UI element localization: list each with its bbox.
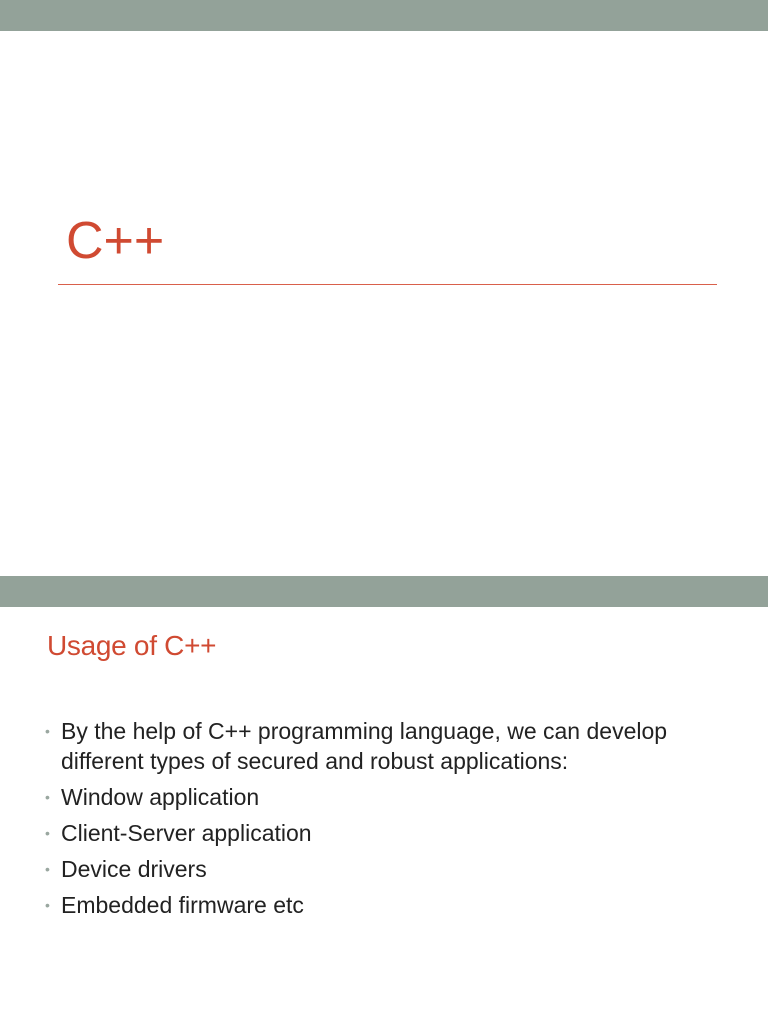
slide-title: C++ — [66, 212, 165, 270]
bullet-icon: • — [45, 723, 50, 739]
bullet-text: Device drivers — [61, 856, 207, 882]
bullet-item — [45, 890, 705, 920]
bullet-icon: • — [45, 897, 50, 913]
bullet-item — [45, 716, 705, 776]
bullet-text: Client-Server application — [61, 820, 312, 846]
bullet-list — [45, 716, 705, 926]
bullet-item — [45, 818, 705, 848]
bullet-icon: • — [45, 825, 50, 841]
bullet-text: Window application — [61, 784, 260, 810]
bullet-icon: • — [45, 861, 50, 877]
bullet-icon: • — [45, 789, 50, 805]
bullet-item — [45, 782, 705, 812]
slide-header-bar — [0, 0, 768, 31]
bullet-text: Embedded firmware etc — [61, 892, 304, 918]
bullet-item — [45, 854, 705, 884]
title-underline — [58, 284, 717, 285]
slide-header-bar — [0, 576, 768, 607]
slide-heading: Usage of C++ — [47, 630, 217, 661]
content-slide — [0, 576, 768, 1024]
bullet-text: By the help of C++ programming language, we can develop different types of secured and robust applications: — [61, 718, 668, 774]
